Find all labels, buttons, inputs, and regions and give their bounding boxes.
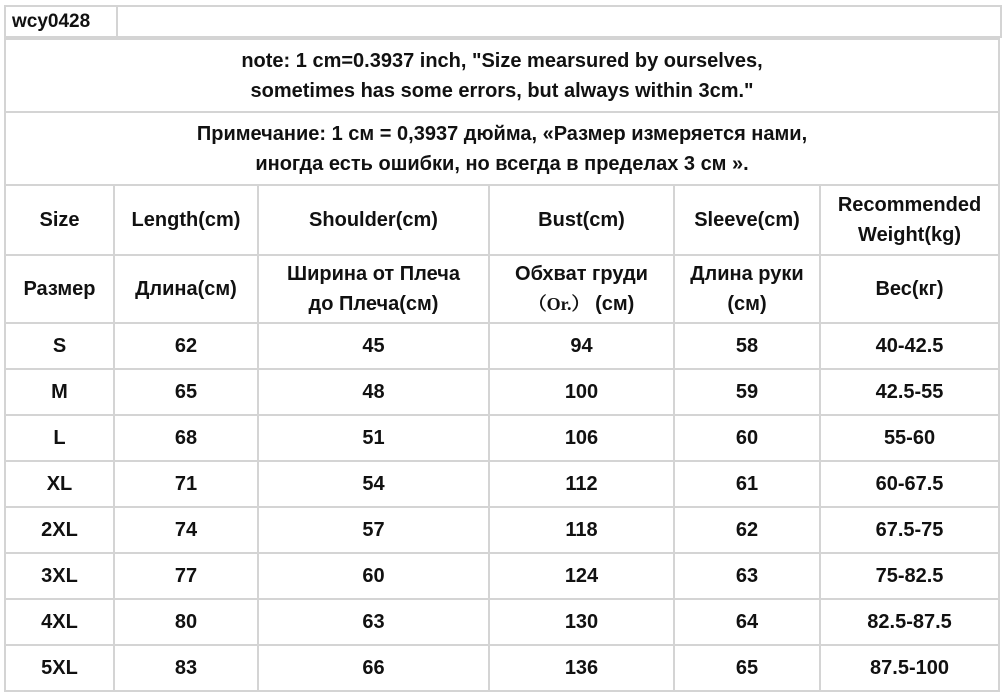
header-size-ru: Размер xyxy=(5,255,114,323)
product-code-spacer xyxy=(117,6,1001,37)
cell-sleeve: 59 xyxy=(674,369,820,415)
header-shoulder-ru-line-1: Ширина от Плеча xyxy=(287,263,460,285)
table-row xyxy=(5,461,999,507)
cell-size: L xyxy=(5,415,114,461)
header-length: Length(cm) xyxy=(114,185,258,255)
cell-size: M xyxy=(5,369,114,415)
header-length-ru: Длина(см) xyxy=(114,255,258,323)
cell-size: 2XL xyxy=(5,507,114,553)
header-weight-line-1: Recommended xyxy=(837,194,982,216)
header-sleeve: Sleeve(cm) xyxy=(674,185,820,255)
cell-size: 3XL xyxy=(5,553,114,599)
cell-weight: 75-82.5 xyxy=(820,553,999,599)
cell-shoulder: 63 xyxy=(258,599,489,645)
cell-length: 74 xyxy=(114,507,258,553)
size-chart-table xyxy=(4,38,1000,692)
cell-sleeve: 65 xyxy=(674,645,820,691)
cell-sleeve: 63 xyxy=(674,553,820,599)
note-russian xyxy=(5,112,999,185)
cell-length: 77 xyxy=(114,553,258,599)
cell-shoulder: 66 xyxy=(258,645,489,691)
header-sleeve-ru xyxy=(674,255,820,323)
product-code: wcy0428 xyxy=(5,6,117,37)
cell-sleeve: 62 xyxy=(674,507,820,553)
table-row xyxy=(5,323,999,369)
table-row xyxy=(5,369,999,415)
cell-shoulder: 57 xyxy=(258,507,489,553)
cell-weight: 87.5-100 xyxy=(820,645,999,691)
header-bust-ru-og: （Or.） xyxy=(528,294,590,314)
cell-sleeve: 60 xyxy=(674,415,820,461)
cell-bust: 124 xyxy=(489,553,674,599)
header-weight xyxy=(820,185,999,255)
header-bust-ru-unit: (см) xyxy=(595,293,635,315)
cell-shoulder: 48 xyxy=(258,369,489,415)
cell-length: 80 xyxy=(114,599,258,645)
table-row xyxy=(5,599,999,645)
cell-shoulder: 51 xyxy=(258,415,489,461)
cell-bust: 118 xyxy=(489,507,674,553)
cell-bust: 112 xyxy=(489,461,674,507)
cell-sleeve: 61 xyxy=(674,461,820,507)
header-shoulder-ru xyxy=(258,255,489,323)
header-bust-ru xyxy=(489,255,674,323)
cell-bust: 94 xyxy=(489,323,674,369)
header-row-english xyxy=(5,185,999,255)
table-row xyxy=(5,507,999,553)
table-row xyxy=(5,415,999,461)
cell-length: 71 xyxy=(114,461,258,507)
header-shoulder: Shoulder(cm) xyxy=(258,185,489,255)
header-bust: Bust(cm) xyxy=(489,185,674,255)
cell-length: 68 xyxy=(114,415,258,461)
cell-size: S xyxy=(5,323,114,369)
header-sleeve-ru-line-2: (см) xyxy=(727,293,767,315)
header-weight-line-2: Weight(kg) xyxy=(858,224,961,246)
cell-bust: 100 xyxy=(489,369,674,415)
cell-shoulder: 60 xyxy=(258,553,489,599)
cell-shoulder: 54 xyxy=(258,461,489,507)
note-russian-line-2: иногда есть ошибки, но всегда в пределах 3 см ». xyxy=(255,152,749,175)
cell-length: 83 xyxy=(114,645,258,691)
note-english-line-2: sometimes has some errors, but always within 3cm." xyxy=(250,79,754,102)
cell-weight: 55-60 xyxy=(820,415,999,461)
cell-weight: 67.5-75 xyxy=(820,507,999,553)
cell-bust: 136 xyxy=(489,645,674,691)
cell-sleeve: 58 xyxy=(674,323,820,369)
table-row xyxy=(5,645,999,691)
cell-size: 5XL xyxy=(5,645,114,691)
header-bust-ru-line-1: Обхват груди xyxy=(515,263,648,285)
cell-size: XL xyxy=(5,461,114,507)
cell-weight: 60-67.5 xyxy=(820,461,999,507)
cell-length: 65 xyxy=(114,369,258,415)
header-row-russian xyxy=(5,255,999,323)
cell-shoulder: 45 xyxy=(258,323,489,369)
note-english xyxy=(5,39,999,112)
cell-sleeve: 64 xyxy=(674,599,820,645)
header-shoulder-ru-line-2: до Плеча(см) xyxy=(308,293,439,315)
cell-weight: 40-42.5 xyxy=(820,323,999,369)
cell-bust: 106 xyxy=(489,415,674,461)
cell-weight: 82.5-87.5 xyxy=(820,599,999,645)
note-russian-line-1: Примечание: 1 см = 0,3937 дюйма, «Размер измеряется нами, xyxy=(196,122,808,145)
header-sleeve-ru-line-1: Длина руки xyxy=(690,263,804,285)
header-size: Size xyxy=(5,185,114,255)
header-weight-ru: Вес(кг) xyxy=(820,255,999,323)
note-english-line-1: note: 1 cm=0.3937 inch, "Size mearsured by ourselves, xyxy=(241,49,763,72)
cell-weight: 42.5-55 xyxy=(820,369,999,415)
cell-size: 4XL xyxy=(5,599,114,645)
cell-length: 62 xyxy=(114,323,258,369)
cell-bust: 130 xyxy=(489,599,674,645)
table-row xyxy=(5,553,999,599)
product-code-table xyxy=(4,5,1002,38)
